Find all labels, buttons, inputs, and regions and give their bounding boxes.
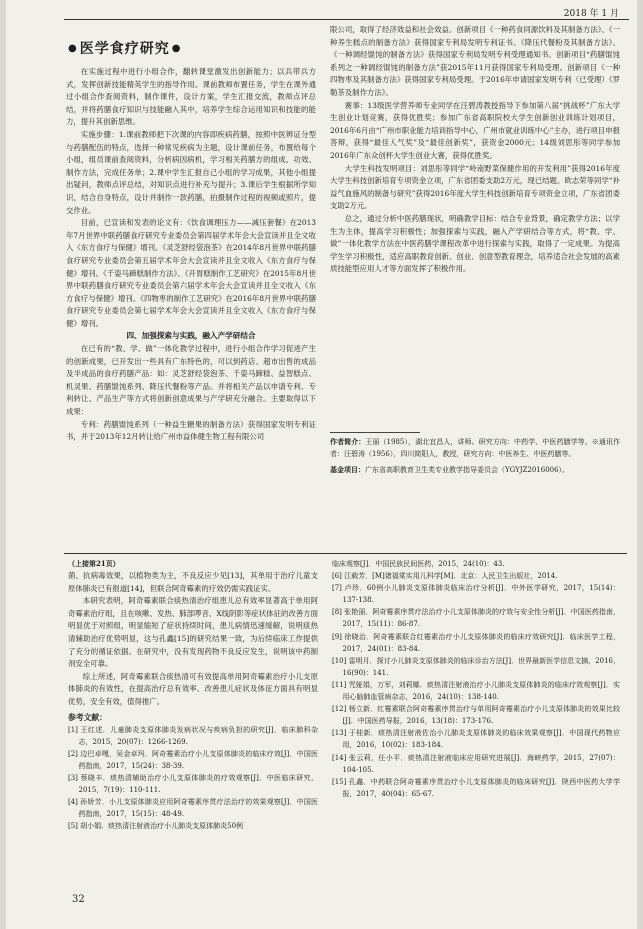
reference-item: [6] 江载芳．[M]诸福棠实用儿科学[M]．北京：人民卫生出版社，2014. [332,572,558,581]
section-title-text: 医学食疗研究 [79,41,170,57]
references-heading: 参考文献： [68,712,107,722]
author-label: 作者简介： [330,438,366,446]
paragraph: 在实施过程中进行小组合作，翻转课堂激发出创新能力；以兵带兵方式，发挥创新技能精英学生的指导作用。课前教师布置任务，学生在课外通过小组合作查阅资料，制作课件，设计方案，学生汇报交流，教师点评总结，并将药膳食疗知识与技能融入其中，培养学生综合运用知识和技能的能力，提升其创新思维。 [66,67,316,127]
paragraph: 总之，通过分析中医药膳现状，明确教学目标：结合专业背景，确定教学方法；以学生为主体，提高学习积极性；加强探索与实践，融入产学研结合等方式，将“教、学、做”一体化教学方法在中医药膳学课程改革中进行探索与实践，取得了一定成果。为提高学生学习积极性，适应高职教育创新、创业、创意型教育理念，培养适合社会发展的高素质技能型应用人才等方面发挥了积极作用。 [330,213,620,274]
references-list [68,724,318,833]
reference-item: [5] 胡小娟．痰热清注射液治疗小儿肺炎支原体肺炎50例 [68,822,244,831]
section-title [66,38,183,58]
paragraph: 菌、抗病毒效果，以植物类为主，不良反应少见[13]，其单用于治疗儿童支原体肺炎已有报道[14]，但联合阿奇霉素的疗效仍需实践证实。 [68,571,318,593]
paragraph: 赛事：13级医学营养师专业同学在汪碧涛教授指导下参加第八届“挑战杯”广东大学生创业计划竞赛，获得优胜奖；参加广东省高职院校大学生创新创业训练计划项目，2016年6月由“广州市职业能力培训指导中心，广州市就业训练中心”主办，进行项目申报答辩，获得“最佳人气奖”及“最佳创新奖”，获资金2000元；14级刘思彤等同学参加2016年广东众创杯大学生创业大赛，获得优胜奖。 [330,100,620,160]
reference-item: [2] 边巴卓嘎，吴金卓玛．阿奇霉素治疗小儿支原体肺炎的临床疗效[J]．中国医药指南，2017，15(24)：38-39. [68,749,318,770]
article-right-column [330,24,620,428]
continued-article-left [68,558,318,888]
reference-item: 临床观察[J]．中国民族民间医药，2015，24(10)：43. [332,560,505,568]
journal-page [6,0,637,929]
bullet-dot-icon: ● [171,43,182,54]
reference-item: [4] 孙娇芳．小儿支原体肺炎应用阿奇霉素序贯疗法治疗的效果观察[J]．中国医药指南，2017，15(15)：48-49. [68,798,318,819]
paragraph: 专利：药膳馄饨系列（一种益生糖果的制备方法）获得国家发明专利证书，并于2013年12月转让给广州市益体健生物工程有限公司 [66,419,316,442]
reference-item: [1] 王红述．儿童肺炎支原体肺炎发病状况与疾病负担的研究[J]．临床肺科杂志，2015，20(07)：1266-1269. [68,725,318,746]
continued-article-right [332,558,620,918]
fund-text: 广东省高职教育卫生类专业教学指导委员会（YGYJZ2016006）。 [365,466,570,474]
reference-item: [7] 卢珍．60例小儿肺炎支原体肺炎临床治疗分析[J]．中外医学研究，2017，15(14)：137-138. [332,584,620,605]
reference-item: [10] 雷明月．探讨小儿肺炎支原体肺炎的临床诊治方法[J]．世界最新医学信息文摘，2016，16(90)：141. [332,656,620,677]
reference-item: [14] 张云莉，任小平．痰热清注射液临床应用研究进展[J]．海峡药学，2015，27(07)：104-105. [332,753,620,774]
paragraph: 综上所述，阿奇霉素联合痰热清可有效提高单用阿奇霉素治疗小儿支原体肺炎的有效性，在提高治疗总有效率、改善患儿症状及体征方面具有明显优势，安全有效，值得推广。 [68,671,318,706]
section-divider [64,553,627,554]
bullet-dot-icon: ● [68,43,78,54]
subsection-heading: 四、加强探索与实践，融入产学研结合 [126,331,256,341]
reference-item: [9] 徐晓治．阿奇霉素联合红霉素治疗小儿支原体肺炎的临床疗效研究[J]．临床医学工程，2017，24(01)：83-84. [332,632,620,653]
header-date: 2018 年 1 月 [563,9,619,19]
reference-item: [15] 孔鑫．中药联合阿奇霉素序贯治疗小儿支原体肺炎的临床研究[J]．陕西中医药大学学报，2017，40(04)：65-67. [332,777,620,798]
author-text: 王丽（1985），湖北宜昌人，讲师。研究方向：中药学、中医药膳学等。※通讯作者：汪碧涛（1956），四川简阳人，教授，研究方向：中医养生、中医药膳等。 [330,438,620,458]
reference-item: [11] 咒娅娟，万军，刘莉娜．痰热清注射液治疗小儿肺炎支原体肺炎的临床疗效观察[J]．实用心脑肺血管病杂志，2016，24(10)：138-140. [332,680,620,702]
paragraph: 本研究表明，阿奇霉素联合痰热清治疗组患儿总有效率显著高于单用阿奇霉素治疗组，且在咳嗽、发热、肺部啰音、X线阴影等症状体征的改善方面明显优于对照组，明显缩短了症状持续时间，患儿病情迅速缓解，说明痰热清辅助治疗优势明显，这与孔鑫[15]的研究结果一致，为后续临床工作提供了充分的循证依据。在研究中，没有发现药物不良反应发生，说明该中药制剂安全可靠。 [68,596,318,669]
author-info [330,436,620,548]
paragraph: 在已有的“教、学、做”一体化教学过程中，进行小组合作学习促进产生的创新成果，已开发出一些具有广东特色的，可以到药店、超市出售的成品及半成品的食疗药膳产品：如：灵芝舒经袋泡茶、千姿马蹄糕、益智糕点、机灵果、药膳馄饨系列、降压代餐粉等产品。并将相关产品以申请专利、专利转让、产品生产等方式将创新创意成果与产学研充分融合。主要取得以下成果： [66,344,316,417]
paragraph: 目前，已宣读和发表的论文有：《饮食调理压力——减压套餐》在2013年7月世界中联药膳食疗研究专业委员会第四届学术年会大会宣读并且全文收入《东方食疗与保健》增刊。《灵芝舒经袋泡茶》在2014年8月世界中联药膳食疗研究专业委员会第五届学术年会大会宣读并且全文收入《东方食疗与保健》增刊。《千姿马蹄糕制作方法》、《开胃糕制作工艺研究》在2015年8月世界中联药膳食疗研究专业委员会第六届学术年会大会宣读并且全文收入《东方食疗与保健》增刊。《四物枣的制作工艺研究》在2016年8月世界中联药膳食疗研究专业委员会第七届学术年会大会宣读并且全文收入《东方食疗与保健》增刊。 [66,218,316,328]
header-rule [64,19,629,20]
reference-item: [3] 蔡晓丰．痰热清辅助治疗小儿支原体肺炎的疗效观察[J]．中医临床研究，2015，7(19)：110-111. [68,773,318,794]
author-bio [330,436,620,460]
reference-item: [12] 杨立新．红霉素联合阿奇霉素序贯治疗与单用阿奇霉素治疗小儿支原体肺炎的效果比较[J]．中国医药导报，2016，13(18)：173-176. [332,705,620,726]
reference-item: [8] 张艳丽．阿奇霉素序贯疗法治疗小儿支原体肺炎的疗效与安全性分析[J]．中国医药指南，2017，15(11)：86-87. [332,608,620,629]
paragraph: 实施步骤：1.课前教师把下次课的内容即疾病药膳，按照中医辨证分型与药膳配伍的特点，选择一种常见疾病为主题，设计课前任务，布置给每个小组，组员课前查阅资料，分析病因病机，学习相关药膳方的组成、功效、制作方法，完成任务单；2.课中学生汇报自己小组的学习成果，其他小组提出疑问，教师点评总结，对知识点进行补充与提升；3.课后学生根据所学知识，结合自身特点，设计并制作一款药膳，拍摄制作过程的视频或照片，提交作业。 [66,129,316,215]
fund-label: 基金项目： [330,466,365,474]
paragraph: 大学生科技发明项目：刘思彤等同学“岭南野菜保健作用的开发利用”获得2016年度大学生科技创新培育专项资金立项，广东省团委支助2万元，现已结题。欧志荣等同学“补益气血施风的制备与研究”获得2016年度大学生科技创新培育专项资金立项，广东省团委支助2万元。 [330,163,620,211]
fund-info [330,464,620,476]
article-left-column [66,66,316,548]
continued-marker: （上接第21页） [68,559,120,568]
paragraph: 限公司，取得了经济效益和社会效益。创新项目《一种药食同源饮料及其制备方法》、《一种养生糕点的制备方法》获得国家专利局发明专利证书。《降压代餐粉及其制备方法》、《一种调经馄饨的制备方法》获得国家专利局发明专利受理通知书。创新项目“药膳馄饨系列之一种调经馄饨的制备方法”获2015年11月获得国家专利局受理。创新项目《一种四物枣及其制备方法》获得国家专利局受理。于2016年申请国家发明专利（已受理）《罗勒茶及制作方法》。 [330,25,620,97]
page-number: 32 [72,894,85,905]
author-rule [330,432,420,433]
reference-item: [13] 于桂新．痰热清注射液佐治小儿肺炎支原体肺炎的临床效果观察[J]．中国现代药物应用，2016，10(02)：183-184. [332,729,620,750]
